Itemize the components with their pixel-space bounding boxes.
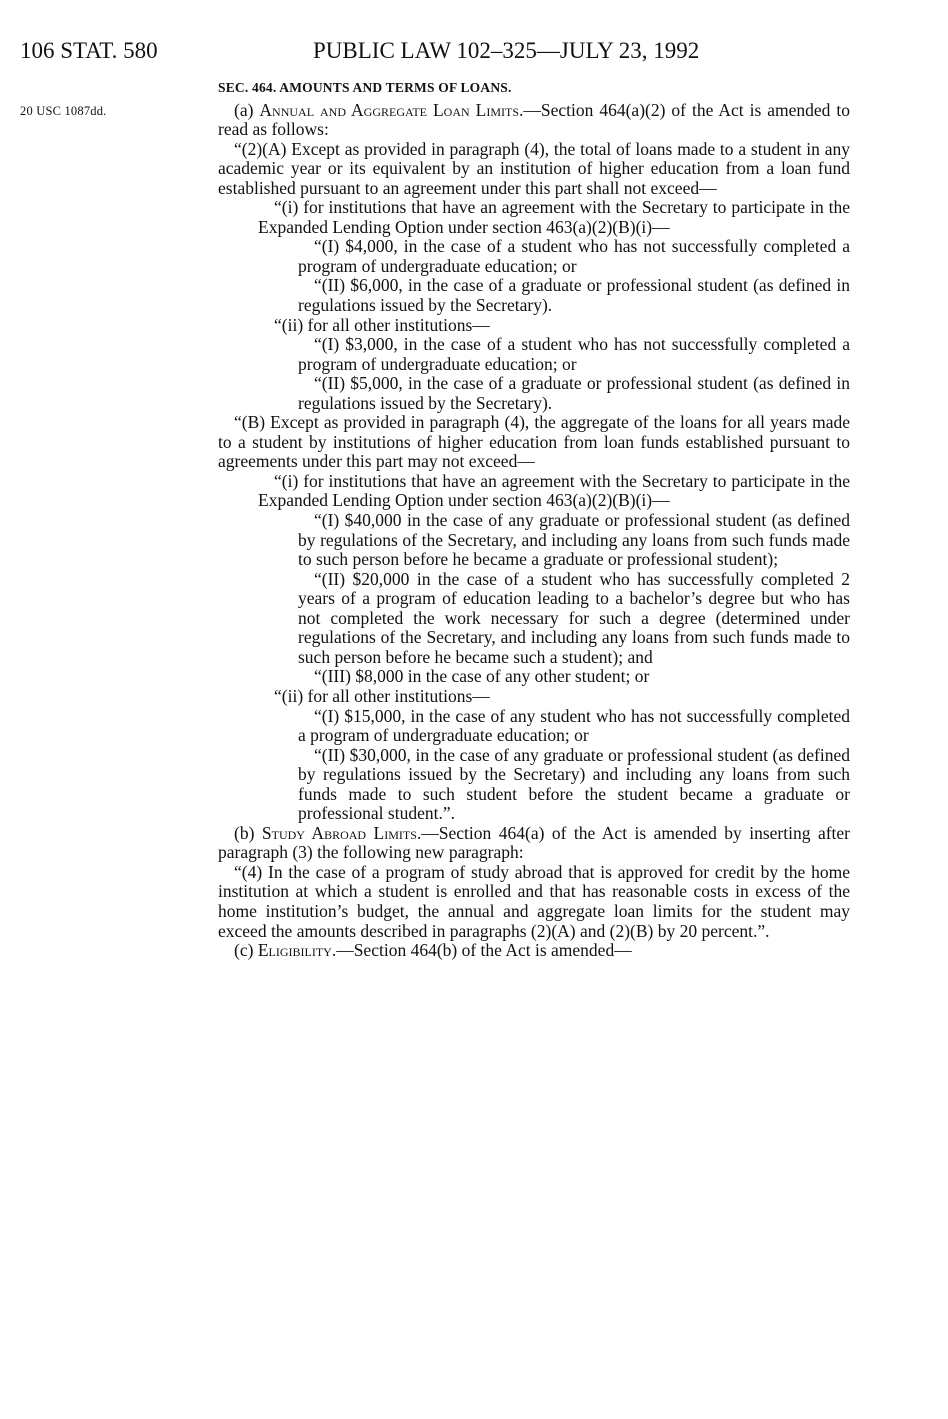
subsection-a-text: —Section 464(a)(2) of the Act is amended to read as follows: — [218, 99, 850, 140]
stat-page-number: 106 STAT. 580 — [20, 38, 158, 63]
subclause-2A-i-I: “(I) $4,000, in the case of a student who has not successfully completed a program of undergraduate education; or — [298, 236, 850, 276]
clause-2A-ii: “(ii) for all other institutions— — [274, 314, 490, 335]
subsection-b-text: —Section 464(a) of the Act is amended by inserting after paragraph (3) the following new paragraph: — [218, 822, 850, 863]
subsection-b — [218, 824, 850, 863]
running-header — [20, 36, 920, 66]
subclause-2B-ii-I: “(I) $15,000, in the case of any student who has not successfully completed a program of undergraduate education; or — [298, 705, 850, 746]
subclause-2A-i-II: “(II) $6,000, in the case of a graduate or professional student (as defined in regulations issued by the Secretary). — [298, 275, 850, 316]
section-heading: SEC. 464. AMOUNTS AND TERMS OF LOANS. — [218, 80, 512, 95]
subsection-c-text: —Section 464(b) of the Act is amended— — [336, 940, 632, 961]
statute-text — [218, 78, 850, 961]
subsection-b-caption: Study Abroad Limits. — [261, 822, 422, 843]
subclause-2A-ii-II: “(II) $5,000, in the case of a graduate or professional student (as defined in regulations issued by the Secretary). — [298, 373, 850, 413]
clause-2B-i: “(i) for institutions that have an agreement with the Secretary to participate in the Expanded Lending Option under section 463(a)(2)(B)(i)— — [258, 470, 850, 511]
subclause-2B-i-I: “(I) $40,000 in the case of any graduate or professional student (as defined by regulations of the Secretary, and including any loans from such funds made to such person before he became a graduate or professional student); — [298, 510, 850, 570]
subsection-a-caption: Annual and Aggregate Loan Limits. — [259, 99, 524, 120]
marginal-citation: 20 USC 1087dd. — [20, 104, 107, 118]
subsection-a — [218, 101, 850, 140]
subsection-c — [218, 941, 850, 961]
subsection-b-label: (b) — [234, 822, 262, 843]
subclause-2B-ii-II: “(II) $30,000, in the case of any graduate or professional student (as defined by regulations issued by the Secretary) and including any loans from such funds made to such student before the student became a graduate or professional student.”. — [298, 744, 850, 824]
clause-2A-i: “(i) for institutions that have an agreement with the Secretary to participate in the Expanded Lending Option under section 463(a)(2)(B)(i)— — [258, 197, 850, 237]
subclause-2A-ii-I: “(I) $3,000, in the case of a student who has not successfully completed a program of undergraduate education; or — [298, 334, 850, 374]
clause-2B-ii: “(ii) for all other institutions— — [274, 685, 490, 706]
paragraph-2B: “(B) Except as provided in paragraph (4), the aggregate of the loans for all years made to a student by institutions of higher education from loan funds established pursuant to agreements under this part may not exceed— — [218, 412, 850, 472]
subclause-2B-i-III: “(III) $8,000 in the case of any other student; or — [314, 666, 650, 687]
subclause-2B-i-II: “(II) $20,000 in the case of a student who has successfully completed 2 years of a program of education leading to a bachelor’s degree but who has not completed the work necessary for such a degree (determined under regulations of the Secretary, and including any loans from such funds made to such person before he became such a student); and — [298, 568, 850, 667]
subsection-c-label: (c) — [234, 940, 258, 961]
paragraph-4: “(4) In the case of a program of study abroad that is approved for credit by the home institution at which a student is enrolled and that has reasonable costs in excess of the home institution’s budget, the annual and aggregate loan limits for the student may exceed the amounts described in paragraphs (2)(A) and (2)(B) by 20 percent.”. — [218, 861, 850, 941]
public-law-title: PUBLIC LAW 102–325—JULY 23, 1992 — [313, 38, 700, 63]
subsection-a-label: (a) — [234, 99, 260, 120]
subsection-c-caption: Eligibility. — [257, 940, 337, 961]
paragraph-2A: “(2)(A) Except as provided in paragraph (4), the total of loans made to a student in any academic year or its equivalent by an institution of higher education from a loan fund established pursuant to an agreement under this part shall not exceed— — [218, 138, 850, 198]
